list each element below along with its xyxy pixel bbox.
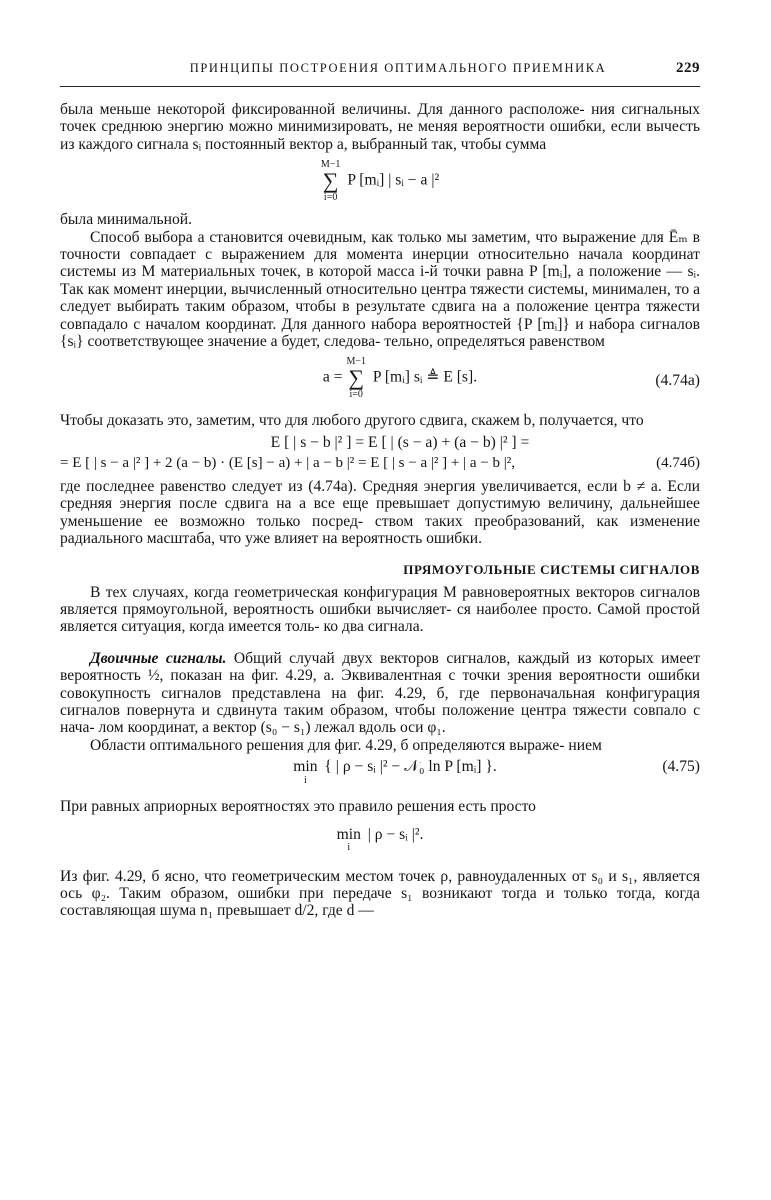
sum-lower-limit: i=0: [323, 192, 338, 204]
running-title: ПРИНЦИПЫ ПОСТРОЕНИЯ ОПТИМАЛЬНОГО ПРИЕМНИКА: [189, 61, 607, 75]
min-subscript: i: [347, 841, 351, 853]
text-line: тельно, определяться равенством: [384, 333, 605, 351]
sum-lower-limit: i=0: [349, 389, 363, 401]
paragraph-7: [60, 650, 700, 737]
min-label: min: [293, 758, 318, 776]
equation-4-74b: [60, 434, 700, 474]
paragraph-1: [60, 101, 700, 153]
min-body: | ρ − sᵢ |².: [367, 825, 424, 843]
text-line: относительно начала координат системы из M материальных точек, в которой: [60, 246, 700, 281]
equation-number: (4.74а): [655, 372, 700, 390]
min-operator: [293, 758, 317, 785]
sigma-symbol: ∑: [348, 365, 365, 391]
text-line: вычисленный относительно центра тяжести системы, минимален, то a следует: [60, 280, 700, 316]
text-line: влияет на вероятность ошибки.: [274, 530, 483, 548]
paragraph-6: [60, 584, 700, 636]
summation-operator: [321, 159, 341, 203]
equation-min: [60, 826, 700, 856]
paragraph-10: [60, 868, 700, 920]
equation-4-75: [60, 758, 700, 788]
text-line: ния сигнальных точек среднюю энергию можно минимизировать, не меняя: [60, 101, 700, 136]
text-line: Способ выбора a становится очевидным, как только мы заметим, что: [90, 228, 558, 246]
text-line: выбирать таким образом, чтобы в результате сдвига на a положение центра: [116, 298, 641, 316]
min-body: { | ρ − sᵢ |² − 𝒩₀ ln P [mᵢ] }.: [324, 758, 497, 776]
equation-number: (4.75): [662, 758, 700, 776]
text-line: вероятности ошибки, если вычесть из каждого сигнала sᵢ постоянный вектор: [60, 118, 701, 153]
text-line: {P [mᵢ]} и набора сигналов {sᵢ} соответствующее значение a будет, следова-: [60, 315, 700, 351]
paragraph-4: [60, 412, 700, 429]
paragraph-3: [60, 229, 700, 351]
text-line: от s₀ и s₁, является ось φ₂. Таким образом, ошибки при передаче s₁ возникают: [60, 867, 700, 902]
text-line: ством таких преобразований, как изменение радиального масштаба, что уже: [60, 512, 701, 548]
text-line: тогда и только тогда, когда составляющая шума n₁ превышает d/2, где d —: [60, 884, 700, 920]
equation-sum: [60, 159, 700, 207]
eq-line-2: = E [ | s − a |² ] + 2 (a − b) · (E [s] − a) + | a − b |² = E [ | s − a |² ] + | a − b |²,: [60, 455, 515, 472]
paragraph-9: При равных априорных вероятностях это правило решения есть просто: [60, 798, 536, 816]
sum-body: P [mᵢ] sᵢ ≜ E [s].: [372, 369, 478, 387]
text-line: векторов сигналов является прямоугольной, вероятность ошибки вычисляет-: [60, 583, 700, 618]
text-line: если b ≠ a. Если средняя энергия после сдвига на a все еще превышает: [60, 477, 701, 513]
text-line: Чтобы доказать это, заметим, что для любого другого сдвига, скажем b,: [60, 412, 536, 430]
text-line: a, выбранный так, чтобы сумма: [336, 135, 547, 153]
sum-upper-limit: M−1: [346, 356, 366, 368]
text-line: Из фиг. 4.29, б ясно, что геометрическим местом точек ρ, равноудаленных: [60, 867, 567, 885]
min-operator: [337, 826, 361, 853]
book-page: [60, 60, 700, 920]
page-number: 229: [676, 60, 700, 76]
run-in-heading: Двоичные сигналы.: [90, 649, 227, 667]
text-line: и сдвинута таким образом, чтобы положение центра тяжести совпало с нача-: [60, 701, 700, 737]
text-line: лом координат, а вектор (s₀ − s₁) лежал вдоль оси φ₁.: [98, 719, 446, 737]
text-line: выражение для Ēₘ в точности совпадает с выражением для момента инерции: [60, 228, 700, 264]
sum-body: P [mᵢ] | sᵢ − a |²: [347, 171, 440, 189]
text-line: тяжести совпадало с началом координат. Для данного набора вероятностей: [60, 298, 700, 333]
text-line: Общий случай двух векторов сигналов, каждый: [226, 649, 570, 667]
running-header: [60, 60, 700, 87]
text-line: Области оптимального решения для фиг. 4.29, б определяются выраже-: [90, 736, 565, 754]
eq-lhs: a =: [322, 369, 343, 387]
sigma-symbol: ∑: [322, 168, 339, 194]
equation-number: (4.74б): [656, 454, 700, 471]
equation-4-74a: [60, 356, 700, 404]
text-line: нием: [568, 736, 602, 754]
text-line: получается, что: [539, 412, 644, 430]
min-label: min: [336, 825, 361, 843]
paragraph-8: [60, 737, 700, 754]
text-line: где последнее равенство следует из (4.74а). Средняя энергия увеличивается,: [60, 477, 582, 495]
text-line: на фиг. 4.29, б, где первоначальная конфигурация сигналов повернута: [60, 684, 700, 719]
text-line: была меньше некоторой фиксированной величины. Для данного расположе-: [60, 101, 585, 118]
section-heading: ПРЯМОУГОЛЬНЫЕ СИСТЕМЫ СИГНАЛОВ: [403, 561, 700, 577]
paragraph-5: [60, 478, 700, 548]
text-line: В тех случаях, когда геометрическая конфигурация M равновероятных: [90, 583, 571, 601]
text-line: с точки зрения вероятности ошибки совокупность сигналов представлена: [60, 667, 700, 702]
paragraph-2: была минимальной.: [60, 211, 193, 229]
text-line: из которых имеет вероятность ½, показан на фиг. 4.29, а. Эквивалентная: [60, 649, 701, 685]
text-line: ко два сигнала.: [323, 618, 424, 636]
eq-line-1: E [ | s − b |² ] = E [ | (s − a) + (a − b) |² ] =: [270, 433, 530, 451]
text-line: масса i-й точки равна P [mᵢ], а положение — sᵢ. Так как момент инерции,: [60, 263, 700, 298]
text-line: ся наиболее просто. Самой простой является ситуация, когда имеется толь-: [60, 600, 700, 636]
sum-upper-limit: M−1: [320, 159, 341, 171]
min-subscript: i: [303, 774, 307, 786]
text-line: допустимую величину, дальнейшее уменьшение ее возможно только посред-: [60, 495, 700, 530]
summation-operator: [346, 356, 366, 400]
